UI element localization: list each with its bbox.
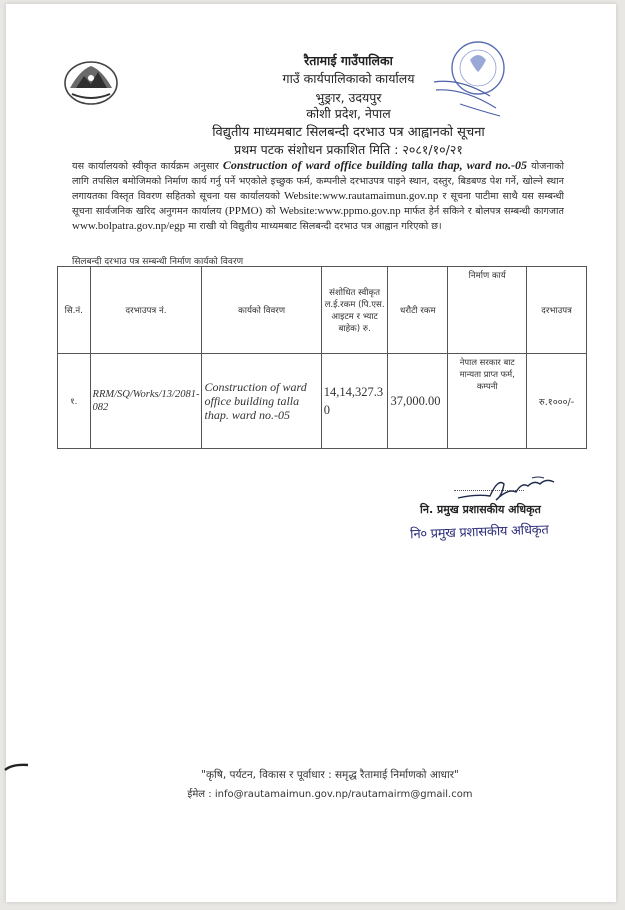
office-address: भुङ्रार, उदयपुर — [315, 90, 382, 105]
bolpatra-website-link[interactable]: www.bolpatra.gov.np/egp — [72, 220, 186, 232]
body-text-part: को — [262, 206, 280, 217]
signatory-stamp: नि० प्रमुख प्रशासकीय अधिकृत — [409, 522, 549, 543]
notice-body — [72, 158, 564, 234]
works-table — [57, 266, 587, 449]
cell-eligibility: नेपाल सरकार बाट मान्यता प्राप्त फर्म, कम्पनी — [448, 354, 527, 449]
body-text-part: मा राखी यो विद्युतीय माध्यमबाट सिलबन्दी दरभाउ पत्र आह्वान गरिएको छ। — [185, 221, 442, 232]
project-name: Construction of ward office building talla thap, ward no.-05 — [222, 158, 528, 172]
body-text-part: योजनाको लागि तपसिल बमोजिमको निर्माण कार्य गर्नु पर्ने भएकोले इच्छुक फर्म, कम्पनीले दरभाउपत्र पाइने स्थान, दस्तुर, बिडबण्ड पेश गर्ने, खोल्ने स्थान लगायतका विस्तृत विवरण सहितको सूचना यस कार्यालयको — [72, 161, 564, 202]
cell-desc: Construction of ward office building talla thap. ward no.-05 — [202, 354, 321, 449]
header-deposit: धरौटी रकम — [388, 267, 448, 354]
footer-email — [160, 786, 500, 800]
province-country: कोशी प्रदेश, नेपाल — [306, 106, 391, 121]
office-name: गाउँ कार्यपालिकाको कार्यालय — [282, 71, 415, 86]
header-estimate: संशोधित स्वीकृत ल.ई.रकम (पि.एस. आइटम र भ्याट बाहेक) रु. — [321, 267, 388, 354]
ppmo-label: (PPMO) — [225, 205, 263, 217]
table-header-row — [58, 267, 587, 354]
signature-line — [454, 490, 524, 491]
header-desc: कार्यको विवरण — [202, 267, 321, 354]
header-ref: दरभाउपत्र नं. — [90, 267, 202, 354]
cell-estimate: 14,14,327.30 — [321, 354, 388, 449]
header-sn: सि.नं. — [58, 267, 91, 354]
municipality-website-link[interactable]: Website:www.rautamaimun.gov.np — [284, 190, 439, 202]
email-address[interactable]: info@rautamaimun.gov.np/rautamairm@gmail.com — [214, 789, 473, 800]
ppmo-website-link[interactable]: Website:www.ppmo.gov.np — [279, 205, 401, 217]
body-text-part: मार्फत हेर्न सकिने र बोलपत्र सम्बन्धी कागजात — [400, 206, 564, 217]
table-caption: सिलबन्दी दरभाउ पत्र सम्बन्धी निर्माण कार्यको विवरण — [72, 257, 244, 267]
header-eligibility: निर्माण कार्य — [448, 267, 527, 354]
body-text-part: यस कार्यालयको स्वीकृत कार्यक्रम अनुसार — [72, 161, 223, 172]
cell-ref: RRM/SQ/Works/13/2081-082 — [90, 354, 202, 449]
body-text-part: र सूचना पाटीमा साथै यस सम्बन्धी सूचना सार्वजनिक खरिद अनुगमन कार्यालय — [72, 191, 564, 217]
cell-deposit: 37,000.00 — [388, 354, 448, 449]
table-row — [58, 354, 587, 449]
signature-icon — [456, 474, 560, 504]
cell-sn: १. — [58, 354, 91, 449]
notice-title: विद्युतीय माध्यमबाट सिलबन्दी दरभाउ पत्र आह्वानको सूचना — [212, 125, 485, 140]
pen-mark-icon — [4, 762, 30, 772]
publish-date-line: प्रथम पटक संशोधन प्रकाशित मिति : २०८१/१०/२१ — [234, 142, 463, 157]
cell-fee: रु.१०००/- — [527, 354, 587, 449]
signatory-title: नि. प्रमुख प्रशासकीय अधिकृत — [420, 503, 541, 516]
footer-slogan: "कृषि, पर्यटन, विकास र पूर्वाधार : समृद्ध रैतामाई निर्माणको आधार" — [201, 769, 459, 781]
header-fee: दरभाउपत्र — [527, 267, 587, 354]
municipality-name: रैतामाई गाउँपालिका — [304, 53, 393, 68]
email-label: ईमेल : — [187, 789, 215, 800]
